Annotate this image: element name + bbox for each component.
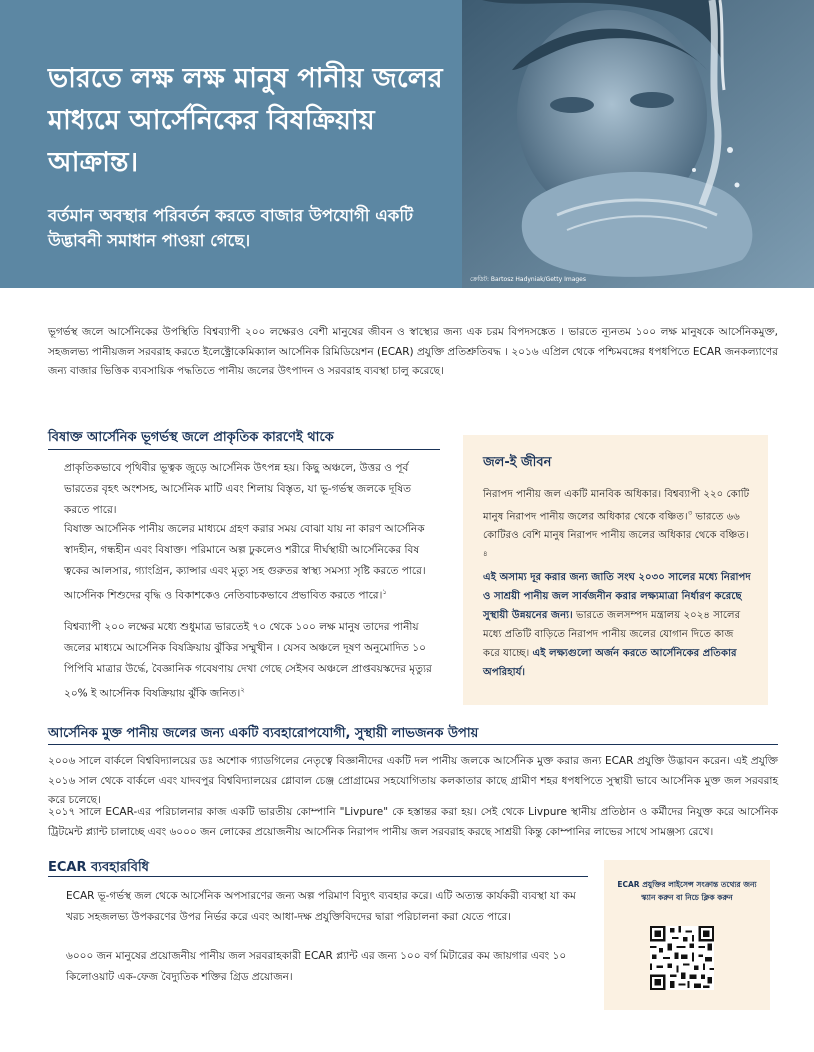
paragraph-text: বিশ্বব্যাপী ২০০ লক্ষের মধ্যে শুধুমাত্র ভারতেই ৭০ থেকে ১০০ লক্ষ মানুষ তাদের পানীয় জলের মাধ্যমে আর্সেনিক বিষক্রিয়ায় ঝুঁকির সম্মুখীন । যেসব অঞ্চলে দূষণ অনুমোদিত ১০ পিপিবি মাত্রার উর্দ্ধে, বৈজ্ঞানিক গবেষণায় দেখা গেছে সেইসব অঞ্চলে প্রাপ্তবয়স্কদের মৃত্যুর ২০% ই আর্সেনিক বিষক্রিয়ায় ঝুঁকি জনিত। — [64, 621, 432, 700]
paragraph: ২০১৭ সালে ECAR-এর পরিচালনার কাজ একটি ভারতীয় কোম্পানি "Livpure" কে হস্তান্তর করা হয়। সেই থেকে Livpure স্থানীয় প্রতিষ্ঠান ও কর্মীদের নিযুক্ত করে আর্সেনিক ট্রিটমেন্ট প্ল্যান্ট চালাচ্ছে এবং ৬০০০ জন লোকের প্রয়োজনীয় আর্সেনিক নিরাপদ পানীয় জল সরবরাহ করছে সাশ্রয়ী কিন্তু কোম্পানির লাভের সাথে সামঞ্জস্য রেখে। — [48, 806, 778, 838]
page-title: ভারতে লক্ষ লক্ষ মানুষ পানীয় জলের মাধ্যমে আর্সেনিকের বিষক্রিয়ায় আক্রান্ত। — [48, 63, 443, 178]
section-heading-toxic-arsenic: বিষাক্ত আর্সেনিক ভূগর্ভস্থ জলে প্রাকৃতিক কারণেই থাকে — [48, 430, 334, 445]
hero-photo — [462, 0, 814, 288]
photo-credit: ক্রেডিট: Bartosz Hadyniak/Getty Images — [470, 276, 586, 283]
footnote-ref: ৪ — [483, 550, 488, 559]
panel-text-3: ভারতে জলসম্পদ মন্ত্রালয় ২০২৪ সালের মধ্যে প্রতিটি বাড়িতে নিরাপদ পানীয় জলের যোগান দিতে কাজ করে যাচ্ছে। — [483, 609, 741, 659]
footnote-ref: ১ — [382, 588, 387, 596]
paragraph — [64, 617, 434, 705]
paragraph: ২০০৬ সালে বার্কলে বিশ্ববিদ্যালয়ের ডঃ অশোক গ্যাডগিলের নেতৃত্বে বিজ্ঞানীদের একটি দল পানীয় জলকে আর্সেনিক মুক্ত করার জন্য ECAR প্রযুক্তি উদ্ভাবন করেন। এই প্রযুক্তি ২০১৬ সাল থেকে বার্কলে এবং যাদবপুর বিশ্ববিদ্যালয়ের গ্লোবাল চেঞ্জ প্রোগ্রামের সহযোগিতায় কলকাতার কাছে গ্রামীণ শহর ধপধপিতে সুস্থায়ী ভাবে আর্সেনিক মুক্ত জল সরবরাহ করে চলেছে। — [48, 755, 778, 806]
qr-callout — [604, 860, 770, 1010]
water-is-life-panel — [463, 435, 768, 705]
footnote-ref: ২ — [240, 686, 245, 694]
qr-instruction: ECAR প্রযুক্তির লাইসেন্স সংক্রান্ত তথ্যের জন্য স্ক্যান করুন বা নিচে ক্লিক করুন — [617, 880, 757, 902]
section-heading-ecar-usage: ECAR ব্যবহারবিধি — [48, 860, 149, 875]
paragraph — [64, 519, 434, 607]
paragraph-text: বিষাক্ত আর্সেনিক পানীয় জলের মাধ্যমে গ্রহণ করার সময় বোঝা যায় না কারণ আর্সেনিক স্বাদহীন, গন্ধহীন এবং বিষাক্ত। পরিমানে অল্প ঢুকলেও শরীরে দীর্ঘস্থায়ী আর্সেনিকের বিষ ত্বকের আলসার, গ্যাংগ্রিন, ক্যান্সার এবং মৃত্যু সহ গুরুতর স্বাস্থ্য সমস্যা সৃষ্টি করতে পারে। আর্সেনিক শিশুদের বৃদ্ধি ও বিকাশকেও নেতিবাচকভাবে প্রভাবিত করতে পারে। — [64, 523, 426, 602]
panel-text — [483, 485, 751, 682]
intro-paragraph: ভূগর্ভস্থ জলে আর্সেনিকের উপস্থিতি বিশ্বব্যাপী ২০০ লক্ষেরও বেশী মানুষের জীবন ও স্বাস্থ্যের জন্য এক চরম বিপদসঙ্কেত । ভারতে ন্যূনতম ১০০ লক্ষ মানুষকে আর্সেনিকমুক্ত, সহজলভ্য পানীয়জল সরবরাহ করতে ইলেক্ট্রোকেমিক্যাল আর্সেনিক রিমিডিয়েশন (ECAR) প্রযুক্তি প্রতিশ্রুতিবদ্ধ । ২০১৬ এপ্রিল থেকে পশ্চিমবঙ্গের ধপধপিতে ECAR জনকল্যাণের জন্য বাজার ভিত্তিক ব্যবসায়িক পদ্ধতিতে পানীয় জলের উৎপাদন ও সরবরাহ ব্যবস্থা চালু করেছে। — [48, 326, 778, 377]
child-drinking-water-image — [462, 0, 814, 288]
paragraph: প্রাকৃতিকভাবে পৃথিবীর ভূত্বক জুড়ে আর্সেনিক উৎপন্ন হয়। কিছু অঞ্চলে, উত্তর ও পূর্ব ভারতের বৃহৎ অংশসহ, আর্সেনিক মাটি এবং শিলায় বিস্তৃত, যা ভূ-গর্ভস্থ জলকে দূষিত করতে পারে। — [64, 462, 412, 516]
panel-bold-2: এই লক্ষ্যগুলো অর্জন করতে আর্সেনিকের প্রতিকার অপরিহার্য। — [483, 647, 737, 678]
section-heading-solution: আর্সেনিক মুক্ত পানীয় জলের জন্য একটি ব্যবহারোপযোগী, সুস্থায়ী লাভজনক উপায় — [48, 726, 479, 741]
divider — [48, 876, 588, 877]
divider — [48, 744, 778, 745]
qr-code-icon[interactable] — [650, 926, 714, 990]
panel-text-1: নিরাপদ পানীয় জল একটি মানবিক অধিকার। বিশ্বব্যাপী ২২০ কোটি মানুষ নিরাপদ পানীয় জলের অধিকার থেকে বঞ্চিত। — [483, 489, 750, 523]
panel-bold-1: এই অসাম্য দূর করার জন্য জাতি সংঘ ২০৩০ সালের মধ্যে নিরাপদ ও সাশ্রয়ী পানীয় জল সার্বজনীন করার লক্ষ্যমাত্রা নির্ধারণ করেছে সুস্থায়ী উন্নয়নের জন্য। — [483, 571, 751, 621]
page-subtitle: বর্তমান অবস্থার পরিবর্তন করতে বাজার উপযোগী একটি উদ্ভাবনী সমাধান পাওয়া গেছে। — [48, 206, 414, 250]
hero-banner — [0, 0, 814, 288]
panel-text-2: ভারতে ৬৬ কোটিরও বেশি মানুষ নিরাপদ পানীয় জলের অধিকার থেকে বঞ্চিত। — [483, 511, 749, 542]
paragraph: ৬০০০ জন মানুষের প্রয়োজনীয় পানীয় জল সরবরাহকারী ECAR প্ল্যান্ট এর জন্য ১০০ বর্গ মিটারের কম জায়গার এবং ১০ কিলোওয়াট এক-ফেজ বৈদ্যুতিক শক্তির গ্রিড প্রয়োজন। — [66, 950, 567, 983]
panel-title: জল-ই জীবন — [483, 455, 552, 470]
footnote-ref: ৩ — [687, 509, 693, 517]
divider — [48, 449, 440, 450]
paragraph: ECAR ভূ-গর্ভস্থ জল থেকে আর্সেনিক অপসারণের জন্য অল্প পরিমাণ বিদ্যুৎ ব্যবহার করে। এটি অত্যন্ত কার্যকরী ব্যবস্থা যা কম খরচ সহজলভ্য উপকরণের উপর নির্ভর করে এবং আধা-দক্ষ প্রযুক্তিবিদদের দ্বারা পরিচালনা করা যেতে পারে। — [66, 890, 576, 923]
